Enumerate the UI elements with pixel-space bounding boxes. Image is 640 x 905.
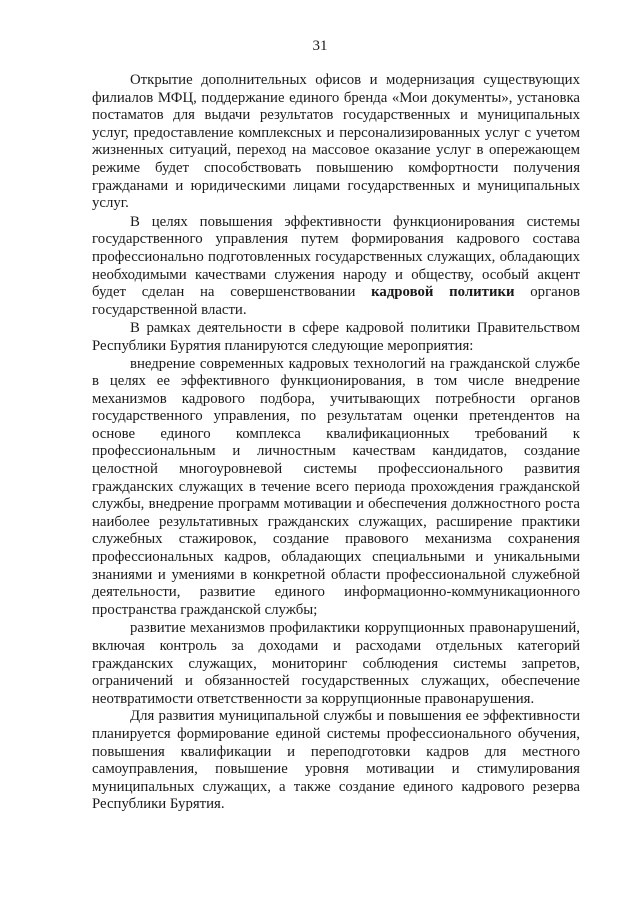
paragraph-planned-measures-intro: В рамках деятельности в сфере кадровой политики Правительством Республики Бурятия планируются следующие мероприятия:: [92, 320, 580, 354]
paragraph-hr-technologies: внедрение современных кадровых технологий на гражданской службе в целях ее эффективного функционирования, в том числе внедрение механизмов кадрового подбора, учитывающих потребности органов государственного управления, по результатам оценки претендентов на основе единого комплекса квалификационных требований к профессиональным и личностным качествам кандидатов, создание целостной многоуровневой системы профессионального развития гражданских служащих в течение всего периода прохождения гражданской службы, внедрение программ мотивации и обеспечения должностного роста наиболее результативных гражданских служащих, расширение практики служебных стажировок, создание правового механизма сохранения профессиональных кадров, обладающих специальными и уникальными знаниями и умениями в конкретной области профессиональной служебной деятельности, развитие единого информационно-коммуникационного пространства гражданской службы;: [92, 355, 580, 618]
page-number: 31: [312, 38, 328, 54]
paragraph-anticorruption: развитие механизмов профилактики коррупционных правонарушений, включая контроль за доходами и расходами отдельных категорий гражданских служащих, мониторинг соблюдения системы запретов, ограничений и обязанностей государственных служащих, обеспечение неотвратимости ответственности за коррупционные правонарушения.: [92, 620, 580, 707]
paragraph-municipal-service: Для развития муниципальной службы и повышения ее эффективности планируется формирование единой системы профессионального обучения, повышения квалификации и переподготовки кадров для местного самоуправления, повышение уровня мотивации и стимулирования муниципальных служащих, а также создание единого кадрового резерва Республики Бурятия.: [92, 708, 580, 813]
paragraph-personnel-policy-goal: [92, 214, 580, 320]
paragraph-mfc-offices: Открытие дополнительных офисов и модернизация существующих филиалов МФЦ, поддержание единого бренда «Мои документы», установка постаматов для выдачи результатов государственных и муниципальных услуг, предоставление комплексных и персонализированных услуг с учетом жизненных ситуаций, переход на массовое оказание услуг в опережающем режиме будет способствовать повышению комфортности получения гражданами и юридическими лицами государственных и муниципальных услуг.: [92, 72, 580, 212]
bold-term-personnel-policy: кадровой политики: [371, 284, 515, 301]
paragraph-text-start: В целях повышения эффективности функционирования системы государственного управления путем формирования кадрового состава профессионально подготовленных государственных служащих, обладающих необходимыми качествами служения народу и обществу, особый акцент будет сделан на совершенствовании: [92, 213, 580, 301]
paragraph-text-end: органов государственной власти.: [92, 284, 581, 318]
document-body: [92, 72, 580, 815]
